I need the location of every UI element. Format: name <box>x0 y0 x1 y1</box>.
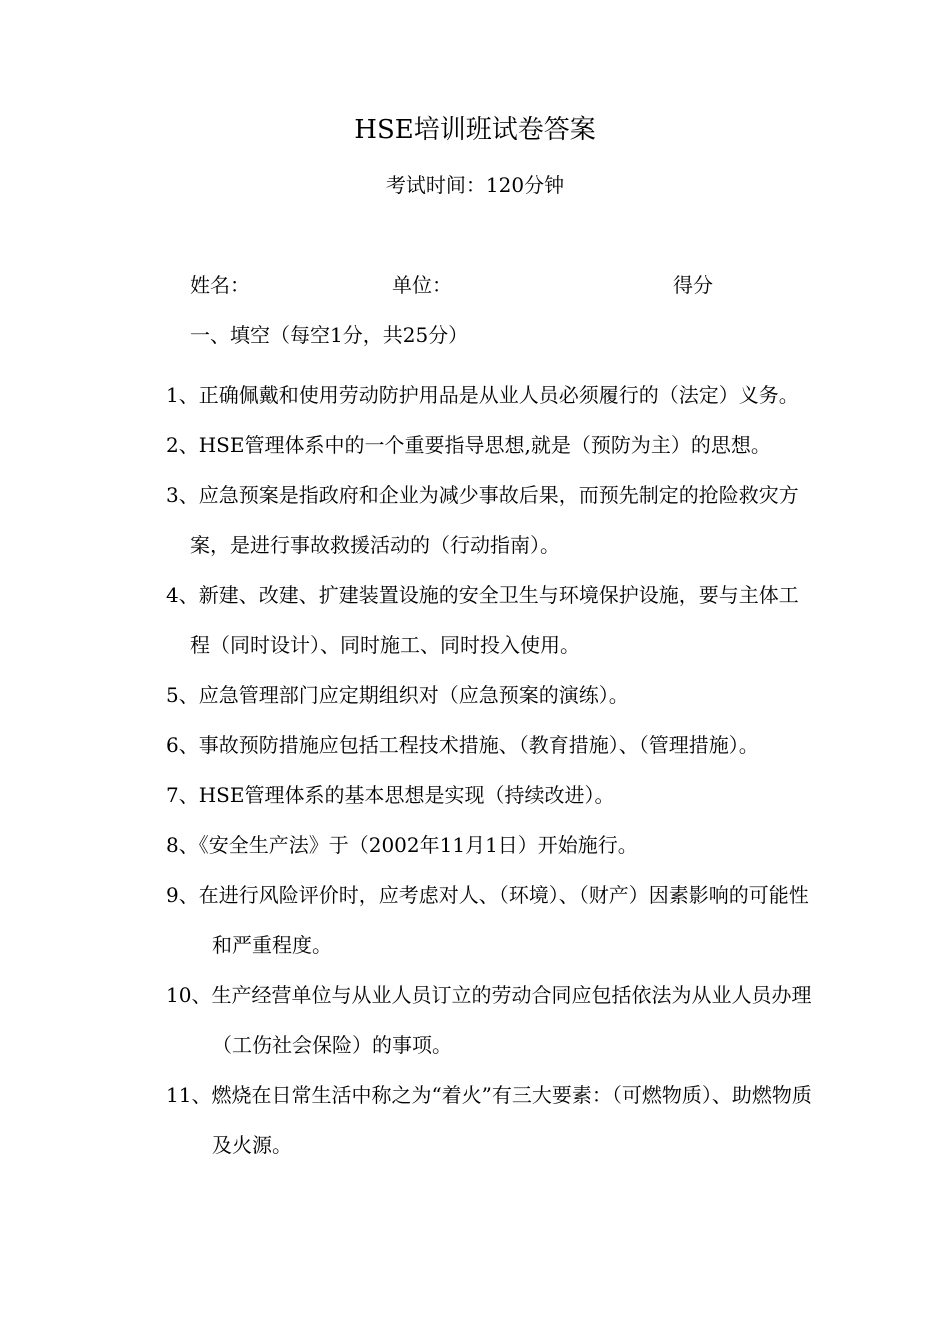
question-item: 7、HSE管理体系的基本思想是实现（持续改进）。 <box>166 783 615 807</box>
document-title: HSE培训班试卷答案 <box>354 115 596 145</box>
question-item: 2、HSE管理体系中的一个重要指导思想,就是（预防为主）的思想。 <box>166 433 771 457</box>
question-item: 3、应急预案是指政府和企业为减少事故后果，而预先制定的抢险救灾方案，是进行事故救援活动的（行动指南）。 <box>166 483 799 557</box>
question-list <box>166 370 816 1170</box>
unit-label: 单位： <box>392 273 452 297</box>
question-item: 5、应急管理部门应定期组织对（应急预案的演练）。 <box>166 683 629 707</box>
section-title: 一、填空（每空1分，共25分） <box>190 323 469 347</box>
question-item: 6、事故预防措施应包括工程技术措施、（教育措施）、（管理措施）。 <box>166 733 759 757</box>
name-label: 姓名： <box>190 273 250 297</box>
score-label: 得分 <box>673 273 713 297</box>
question-item: 8、《安全生产法》于（2002年11月1日）开始施行。 <box>166 833 638 857</box>
question-item: 1、正确佩戴和使用劳动防护用品是从业人员必须履行的（法定）义务。 <box>166 383 799 407</box>
question-item: 4、新建、改建、扩建装置设施的安全卫生与环境保护设施，要与主体工程（同时设计）、同时施工、同时投入使用。 <box>166 583 799 657</box>
question-item: 10、生产经营单位与从业人员订立的劳动合同应包括依法为从业人员办理（工伤社会保险）的事项。 <box>166 983 812 1057</box>
exam-duration: 考试时间：120分钟 <box>385 173 565 197</box>
question-item: 9、在进行风险评价时，应考虑对人、（环境）、（财产）因素影响的可能性和严重程度。 <box>166 883 809 957</box>
question-item: 11、燃烧在日常生活中称之为“着火”有三大要素：（可燃物质）、助燃物质及火源。 <box>166 1083 812 1157</box>
